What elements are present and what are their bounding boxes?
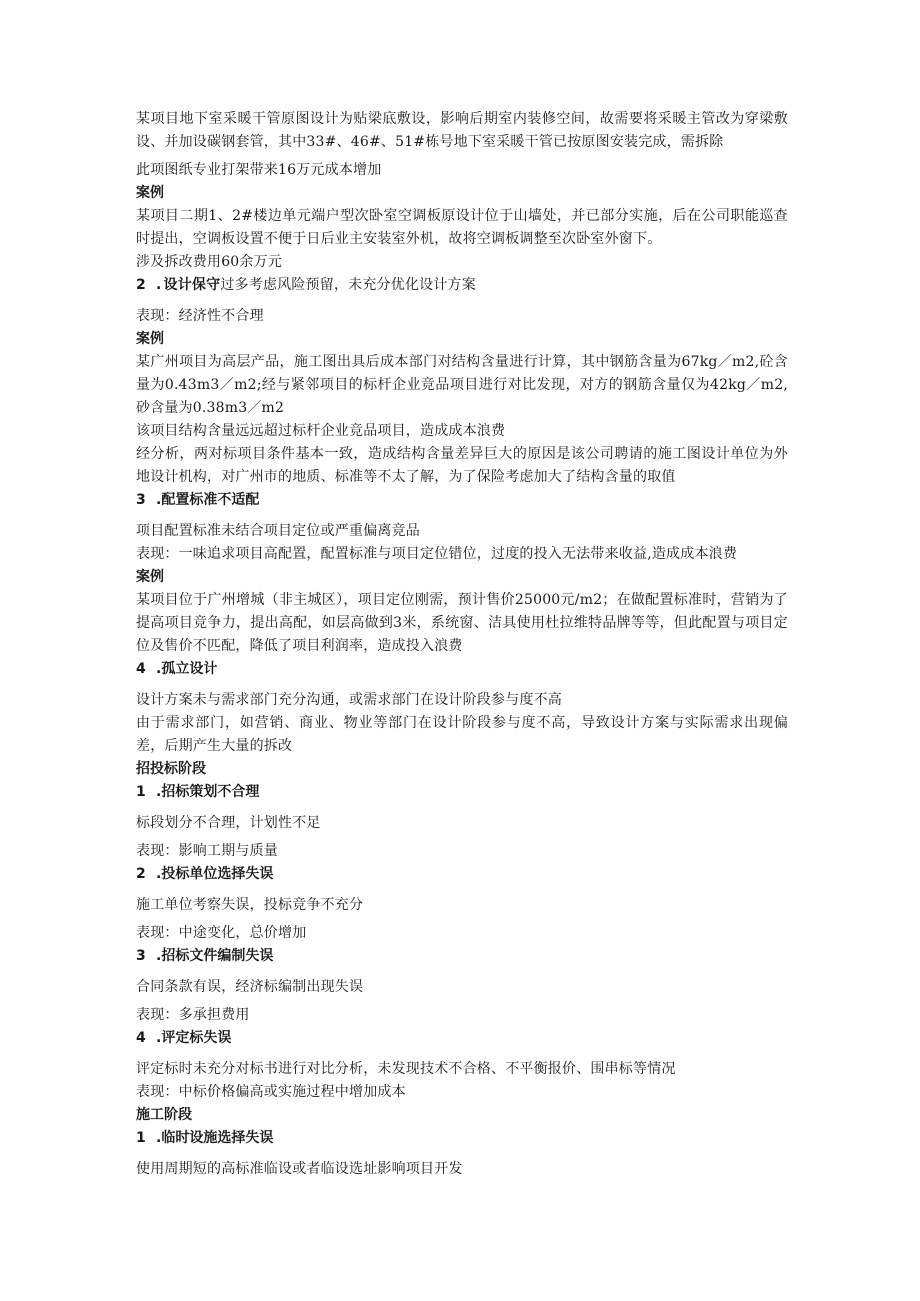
section-title: .配置标准不适配 [156,492,260,508]
section-number: 4 [136,661,146,677]
stage-heading-bidding: 招投标阶段 [136,761,206,777]
section-heading-bid-evaluation [136,1027,788,1050]
section-number: 3 [136,492,146,508]
section-description: 过多考虑风险预留，未充分优化设计方案 [220,277,476,293]
section-number: 4 [136,1030,146,1046]
paragraph-documents-performance: 表现：多承担费用 [136,1007,250,1023]
paragraph-analysis: 经分析，两对标项目条件基本一致，造成结构含量差异巨大的原因是该公司聘请的施工图设计单位为外地设计机构，对广州市的地质、标准等不太了解，为了保险考虑加大了结构含量的取值 [136,446,788,485]
case-heading-2: 案例 [136,331,164,347]
paragraph-heating-pipe: 某项目地下室采暖干管原图设计为贴梁底敷设，影响后期室内装修空间，故需要将采暖主管改为穿梁敷设、并加设碳钢套管，其中33#、46#、51#栋号地下室采暖干管已按原图安装完成，需拆除 [136,111,788,150]
paragraph-documents-definition: 合同条款有误，经济标编制出现失误 [136,979,364,995]
case-heading-1: 案例 [136,185,164,201]
paragraph-isolated-detail: 由于需求部门，如营销、商业、物业等部门在设计阶段参与度不高，导致设计方案与实际需求出现偏差，后期产生大量的拆改 [136,715,788,754]
document-page [136,108,788,1181]
section-heading-bidder-selection [136,863,788,886]
case-heading-3: 案例 [136,569,164,585]
section-number: 3 [136,948,146,964]
paragraph-bidder-definition: 施工单位考察失误，投标竞争不充分 [136,897,364,913]
paragraph-evaluation-definition: 评定标时未充分对标书进行对比分析，未发现技术不合格、不平衡报价、围串标等情况 [136,1061,676,1077]
section-number: 1 [136,784,146,800]
paragraph-bidder-performance: 表现：中途变化，总价增加 [136,925,307,941]
paragraph-economy: 表现：经济性不合理 [136,308,264,324]
section-heading-bid-documents [136,945,788,968]
section-title: 设计保守 [163,277,221,293]
section-number: 1 [136,1130,146,1146]
section-heading-temporary-facilities [136,1127,788,1150]
section-heading-conservative-design [136,274,788,297]
paragraph-config-definition: 项目配置标准未结合项目定位或严重偏离竞品 [136,523,420,539]
paragraph-bid-planning-definition: 标段划分不合理，计划性不足 [136,815,321,831]
paragraph-config-performance: 表现：一味追求项目高配置，配置标准与项目定位错位，过度的投入无法带来收益,造成成本浪费 [136,546,738,562]
section-title: .投标单位选择失误 [156,866,274,882]
section-title: .临时设施选择失误 [156,1130,274,1146]
stage-heading-construction: 施工阶段 [136,1107,192,1123]
paragraph-cost-increase: 此项图纸专业打架带来16万元成本增加 [136,162,382,178]
paragraph-isolated-definition: 设计方案未与需求部门充分沟通，或需求部门在设计阶段参与度不高 [136,692,562,708]
section-number: 2 [136,277,146,293]
paragraph-rework-cost: 涉及拆改费用60余万元 [136,254,283,270]
paragraph-guangzhou-structure: 某广州项目为高层产品，施工图出具后成本部门对结构含量进行计算，其中钢筋含量为67kg／m2,砼含量为0.43m3／m2;经与紧邻项目的标杆企业竞品项目进行对比发现，对方的钢筋含量仅为42kg／m2,砂含量为0.38m3／m2 [136,354,788,416]
section-heading-config-standard [136,489,788,512]
section-title: .评定标失误 [156,1030,232,1046]
paragraph-zengcheng-project: 某项目位于广州增城（非主城区），项目定位刚需，预计售价25000元/m2；在做配置标准时，营销为了提高项目竞争力，提出高配，如层高做到3米，系统窗、洁具使用杜拉维特品牌等等，但此配置与项目定位及售价不匹配，降低了项目利润率，造成投入浪费 [136,592,788,654]
section-heading-isolated-design [136,658,788,681]
section-title: .孤立设计 [156,661,218,677]
paragraph-temporary-facilities: 使用周期短的高标准临设或者临设选址影响项目开发 [136,1161,463,1177]
paragraph-ac-board: 某项目二期1、2#楼边单元端户型次卧室空调板原设计位于山墙处，并已部分实施，后在公司职能巡查时提出，空调板设置不便于日后业主安装室外机，故将空调板调整至次卧室外窗下。 [136,208,788,247]
section-title: .招标文件编制失误 [156,948,274,964]
paragraph-bid-planning-performance: 表现：影响工期与质量 [136,843,278,859]
paragraph-structure-waste: 该项目结构含量远远超过标杆企业竞品项目，造成成本浪费 [136,423,506,439]
section-title: .招标策划不合理 [156,784,260,800]
paragraph-evaluation-performance: 表现：中标价格偏高或实施过程中增加成本 [136,1084,406,1100]
section-dot: . [156,277,162,293]
section-number: 2 [136,866,146,882]
section-heading-bid-planning [136,781,788,804]
